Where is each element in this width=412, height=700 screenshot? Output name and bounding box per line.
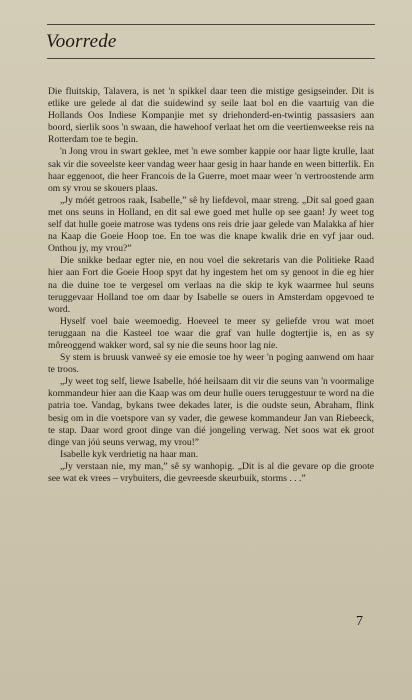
heading-underline [47, 58, 375, 59]
paragraph: Isabelle kyk verdrietig na haar man. [60, 448, 198, 460]
paragraph: Hyself voel baie weemoedig. Hoeveel te meer sy geliefde vrou wat moet teruggaan na die Kasteel toe waar die graf van hulle dogtertjie is, en as sy môreoggend wakker word, sal sy nie die seuns hoor lag nie. [48, 315, 374, 351]
body-text [48, 86, 374, 485]
paragraph: Die fluitskip, Talavera, is net 'n spikkel daar teen die mistige gesigseinder. Dit is etlike ure gelede al dat die suidewind sy seile laat bol en die vaartuig van die Hollands Oos Indiese Kompanjie met sy driehonderd-en-twintig passasiers aan boord, sierlik soos 'n swaan, die hawehoof verlaat het om die veertienweekse reis na Rotterdam toe te begin. [48, 86, 374, 146]
paragraph: „Jy weet tog self, liewe Isabelle, hóé heilsaam dit vir die seuns van 'n voormalige kommandeur hier aan die Kaap was om deur hulle ouers teruggestuur te word na die patria toe. Vandag, bykans twee dekades later, is die oudste seun, Abraham, flink besig om in die voetspore van sy vader, die gewese kommandeur Jan van Riebeeck, te stap. Daar word groot dinge van dié jongeling verwag. Net soos wat ek groot dinge van jóú seuns verwag, my vrou!” [48, 376, 374, 448]
paragraph: „Jy verstaan nie, my man,” sê sy wanhopig. „Dit is al die gevare op die groote see wat ek vrees – vrybuiters, die gevreesde skeurbuik, storms . . .” [48, 460, 374, 484]
paragraph: „Jy móét getroos raak, Isabelle,” sê hy liefdevol, maar streng. „Dit sal goed gaan met ons seuns in Holland, en dit sal ewe goed met hulle op see gaan! Jy weet tog self dat hulle goeie matrose was tydens ons reis drie jaar gelede van Malakka af hier na Kaap die Goeie Hoop toe. En toe was die knape kwalik drie en vyf jaar oud. Onthou jy, my vrou?” [48, 194, 374, 255]
chapter-heading: Voorrede [46, 31, 117, 52]
page-number: 7 [356, 614, 363, 629]
paragraph: Die snikke bedaar egter nie, en nou voel die sekretaris van die Politieke Raad hier aan Fort die Goeie Hoop spyt dat hy ingestem het om sy genoot in die eg hier na die duine toe te vergesel om verlaas na die skip te kyk waarmee hul seuns teruggevaar Holland toe om daar by Isabelle se ouers in Amsterdam opgevoed te word. [48, 255, 374, 315]
paragraph: 'n Jong vrou in swart geklee, met 'n ewe somber kappie oor haar ligte krulle, laat sak vir die soveelste keer vandag weer haar gesig in haar hande en ween bitterlik. En haar eggenoot, die heer Francois de la Guerre, moet maar weer 'n vertroostende arm om sy vrou se skouers plaas. [48, 146, 374, 194]
paragraph: Sy stem is bruusk vanweë sy eie emosie toe hy weer 'n poging aanwend om haar te troos. [48, 352, 374, 376]
top-rule [47, 24, 375, 25]
